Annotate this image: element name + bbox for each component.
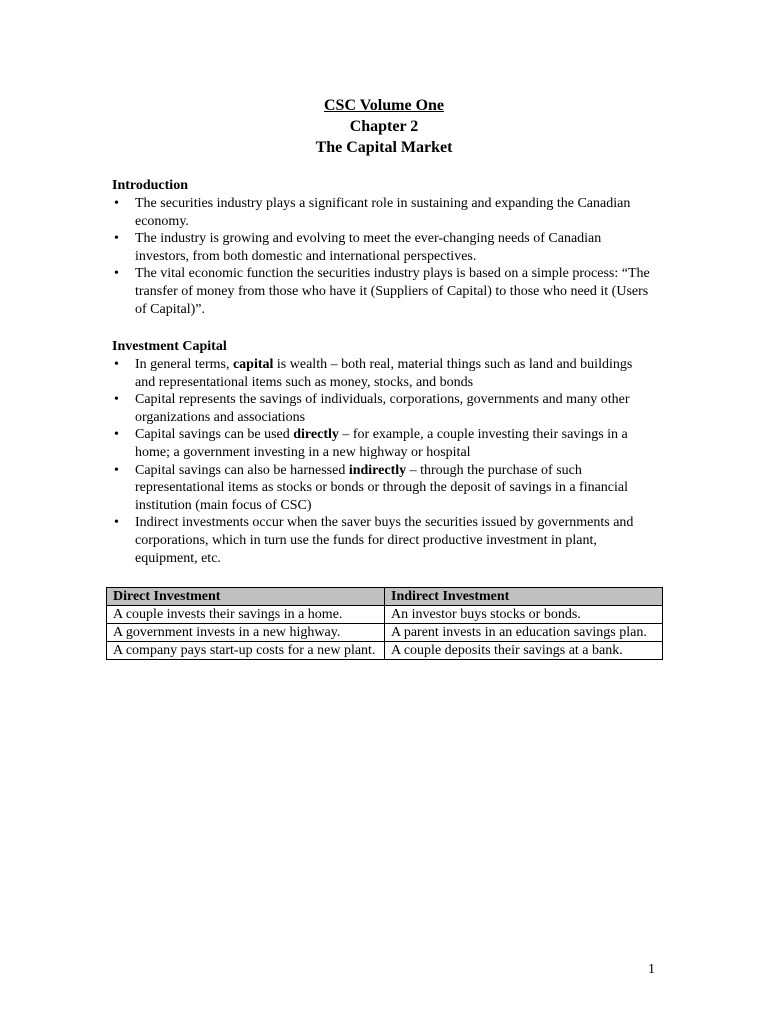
bullet-text: – through the purchase of such representational items as stocks or bonds or through the deposit of savings in a financial institution (main focus of CSC) [135, 462, 629, 513]
list-item: • The vital economic function the securities industry plays is based on a simple process: “The transfer of money from those who have it (Suppliers of Capital) to those who need it (Users of Capital)”. [112, 265, 652, 318]
bullet-text: is wealth – both real, material things such as land and buildings and representational items such as money, stocks, and bonds [135, 357, 633, 390]
bullet-keyword: directly [293, 427, 339, 443]
table-row [107, 642, 663, 660]
list-item [112, 391, 652, 426]
investment-capital-section [112, 338, 652, 567]
bullet-text: Capital represents the savings of individuals, corporations, governments and many other organizations and associations [135, 392, 630, 425]
bullet-keyword: indirectly [348, 462, 407, 478]
table-cell: A company pays start-up costs for a new plant. [107, 642, 385, 660]
introduction-heading: Introduction [112, 178, 188, 193]
investment-comparison-table [106, 587, 663, 660]
column-header-indirect: Indirect Investment [385, 588, 663, 606]
title-volume: CSC Volume One [323, 97, 445, 114]
list-item [112, 356, 652, 391]
bullet-text: Capital savings can also be harnessed [135, 462, 349, 478]
list-item: • The industry is growing and evolving to meet the ever-changing needs of Canadian investors, from both domestic and international perspectives. [112, 230, 652, 265]
investment-capital-list [112, 356, 652, 567]
bullet-text: Capital savings can be used [135, 427, 294, 443]
table-cell: A parent invests in an education savings plan. [385, 624, 663, 642]
introduction-list [112, 195, 652, 318]
title-chapter: Chapter 2 [349, 118, 419, 135]
investment-capital-heading: Investment Capital [112, 339, 227, 354]
document-title [0, 95, 768, 158]
table-row [107, 624, 663, 642]
column-header-direct: Direct Investment [107, 588, 385, 606]
table-cell: A couple deposits their savings at a bank. [385, 642, 663, 660]
table-cell: A couple invests their savings in a home. [107, 606, 385, 624]
bullet-text: – for example, a couple investing their savings in a home; a government investing in a new highway or hospital [135, 427, 628, 460]
bullet-keyword: capital [232, 357, 274, 372]
list-item [112, 462, 652, 515]
introduction-section [112, 177, 652, 318]
table-cell: A government invests in a new highway. [107, 624, 385, 642]
list-item [112, 426, 652, 461]
bullet-text: Indirect investments occur when the saver buys the securities issued by governments and corporations, which in turn use the funds for direct productive investment in plant, equipment, etc. [135, 515, 634, 566]
table-cell: An investor buys stocks or bonds. [385, 606, 663, 624]
list-item [112, 514, 652, 567]
table-row [107, 606, 663, 624]
list-item: • The securities industry plays a significant role in sustaining and expanding the Canadian economy. [112, 195, 652, 230]
bullet-text: In general terms, [135, 357, 233, 372]
title-topic: The Capital Market [315, 139, 453, 156]
page-number: 1 [648, 962, 655, 977]
table-header-row [107, 588, 663, 606]
